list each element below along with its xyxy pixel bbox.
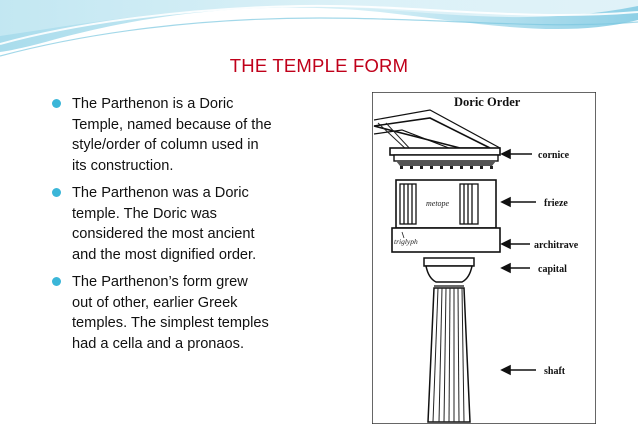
bullet-dot-icon xyxy=(52,277,61,286)
metope-label: metope xyxy=(426,199,450,208)
frieze-label: frieze xyxy=(544,198,568,209)
triglyph-left xyxy=(400,184,416,224)
architrave-label: architrave xyxy=(534,240,579,251)
bullet-list xyxy=(52,94,352,361)
bullet-text: The Parthenon is a Doric Temple, named because of the style/order of column used in its construction. xyxy=(72,96,272,174)
bullet-text: The Parthenon was a Doric temple. The Doric was considered the most ancient and the most dignified order. xyxy=(72,185,257,263)
triglyph-right xyxy=(460,184,478,224)
bullet-item xyxy=(52,272,352,354)
diagram-title: Doric Order xyxy=(454,95,521,109)
bullet-dot-icon xyxy=(52,99,61,108)
bullet-dot-icon xyxy=(52,188,61,197)
capital-label: capital xyxy=(538,264,567,275)
shaft-label: shaft xyxy=(544,366,566,377)
bullet-item xyxy=(52,94,352,176)
triglyph-label: triglyph xyxy=(394,237,418,246)
bullet-text: The Parthenon’s form grew out of other, earlier Greek temples. The simplest temples had a cella and a pronaos. xyxy=(72,274,269,352)
cornice-label: cornice xyxy=(538,150,570,161)
bullet-item xyxy=(52,183,352,265)
slide-title: THE TEMPLE FORM xyxy=(229,55,409,76)
doric-order-diagram xyxy=(372,92,596,424)
